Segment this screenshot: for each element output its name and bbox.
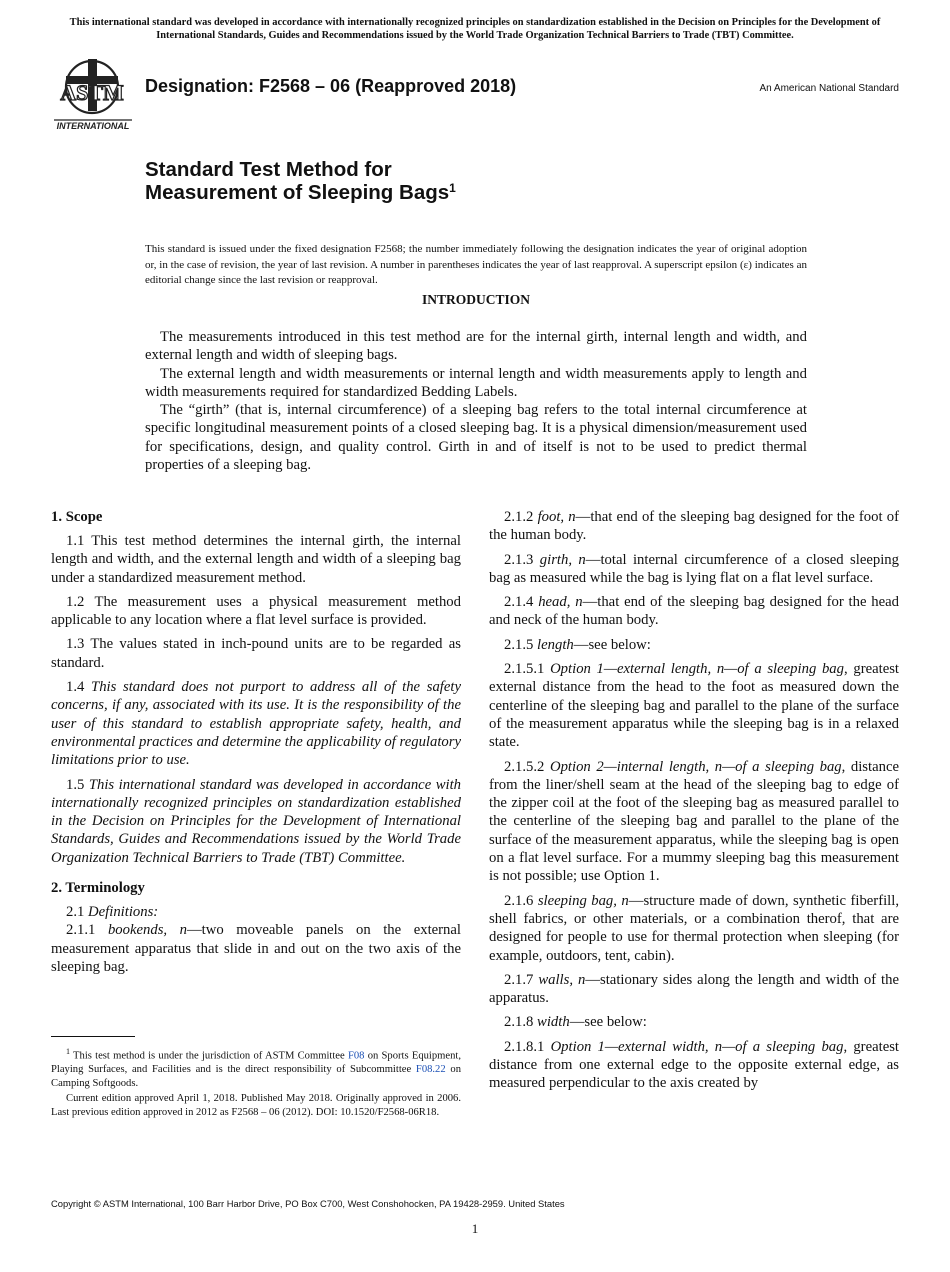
- issued-note: This standard is issued under the fixed designation F2568; the number immediately following the designation indicates the year of original adoption or, in the case of revision, the year of last revision. A number in parentheses indicates the year of last reapproval. A superscript epsilon (ε) indicates an editorial change since the last revision or reapproval.: [145, 243, 807, 286]
- logo-subtext: INTERNATIONAL: [56, 121, 130, 131]
- document-title: [145, 158, 456, 204]
- definition: , distance from the liner/shell seam at the head of the sleeping bag to edge of the zipper coil at the foot of the sleeping bag as measured parallel to the centerline of the sleeping bag and parallel to the plane of the surface of the measurement apparatus, while the sleeping bag is open on a flat level surface. For a mummy sleeping bag this measurement is not possible; use Option 1.: [489, 758, 900, 885]
- section-2-1-1: [51, 921, 461, 976]
- definition: —total internal circumference of a closed sleeping bag as measured while the bag is lying flat on a flat level surface.: [489, 551, 899, 586]
- title-line-2-text: Measurement of Sleeping Bags: [145, 181, 450, 204]
- section-number: 2.1.5.1: [504, 661, 551, 678]
- definition: , greatest external distance from the head to the foot as measured down the centerline of the sleeping bag and parallel to the plane of the surface of the measurement apparatus while the sleeping bag is in a relaxed state.: [489, 661, 900, 751]
- footnote-text: on Sports Equipment, Playing Surfaces, and Facilities and is the direct responsibility of Subcommittee: [51, 1050, 461, 1076]
- definition: —see below:: [569, 1014, 647, 1031]
- title-footnote-mark: 1: [449, 181, 456, 195]
- section-number: 2.1.4: [504, 594, 539, 611]
- section-2-1-2: [489, 508, 899, 545]
- definition: —two moveable panels on the external measurement apparatus that slide in and out on the two axis of the sleeping bag.: [51, 922, 462, 975]
- section-1-2: 1.2 The measurement uses a physical measurement method applicable to any location where a flat level surface is provided.: [51, 593, 461, 629]
- logo-wordmark: ASTM: [60, 80, 124, 105]
- section-number: 2.1.5: [504, 636, 538, 653]
- section-2-1-4: [489, 593, 899, 630]
- section-text: This international standard was developed in accordance with internationally recognized principles on standardization established in the Decision on Principles for the Development of International Standards, Guides and Recommendations issued by the World Trade Organization Technical Barriers to Trade (TBT) Committee.: [51, 776, 461, 866]
- section-number: 1.5: [66, 776, 89, 793]
- introduction-body: [145, 328, 807, 474]
- section-2-1-5-2: [489, 758, 899, 886]
- section-number: 2.1.8: [504, 1014, 538, 1031]
- section-2-1-6: [489, 892, 899, 965]
- footnote-1: [51, 1045, 461, 1090]
- term: foot, n: [537, 509, 576, 525]
- section-1-4: [51, 678, 461, 769]
- subcommittee-f08-22-link[interactable]: F08.22: [415, 1064, 446, 1076]
- left-column: [51, 508, 461, 982]
- section-number: 2.1.2: [504, 509, 538, 525]
- section-number: 2.1.3: [504, 551, 540, 568]
- term: sleeping bag, n: [537, 892, 629, 909]
- scope-heading: 1. Scope: [51, 509, 103, 525]
- definition: —that end of the sleeping bag designed for the head and neck of the human body.: [489, 594, 900, 629]
- intro-paragraph: The measurements introduced in this test method are for the internal girth, internal length and width, and external length and width of sleeping bags.: [145, 329, 807, 364]
- page-number: 1: [471, 1221, 479, 1236]
- footnotes: [51, 1045, 461, 1121]
- section-number: 2.1.6: [504, 892, 538, 909]
- footnote-text: on Camping Softgoods.: [51, 1064, 461, 1089]
- section-1-1: 1.1 This test method determines the internal girth, the internal length and width, and the external length and width of a sleeping bag under a standardized measurement method.: [51, 533, 461, 586]
- section-2-1: [51, 903, 461, 921]
- section-1-3: 1.3 The values stated in inch-pound units are to be regarded as standard.: [51, 636, 461, 671]
- section-number: 2.1.7: [504, 971, 539, 988]
- intro-paragraph: The external length and width measurements or internal length and width measurements apply to length and width measurements required for standardized Bedding Labels.: [145, 365, 807, 400]
- title-line-1: Standard Test Method for: [145, 158, 392, 181]
- term: width: [537, 1014, 570, 1031]
- term: Definitions:: [88, 904, 159, 921]
- section-2-1-7: [489, 971, 899, 1008]
- section-number: 2.1.1: [66, 922, 108, 939]
- section-2-1-8: [489, 1013, 899, 1031]
- section-2-1-5-1: [489, 660, 899, 751]
- definition: —see below:: [573, 636, 651, 653]
- designation: Designation: F2568 – 06 (Reapproved 2018): [145, 76, 517, 96]
- term: girth, n: [539, 551, 586, 568]
- definition: , greatest distance from one external edge to the opposite external edge, as measured perpendicular to the axis created by: [489, 1038, 900, 1092]
- section-2-1-3: [489, 551, 899, 588]
- term: walls, n: [538, 971, 586, 988]
- section-2-1-8-1: [489, 1038, 899, 1093]
- term: length: [537, 636, 574, 653]
- section-number: 2.1.8.1: [504, 1038, 551, 1055]
- term: Option 1—external length, n—of a sleeping bag: [550, 661, 844, 678]
- term: bookends, n: [107, 922, 187, 939]
- footnote-mark: 1: [66, 1047, 70, 1056]
- footnote-divider: [51, 1036, 135, 1037]
- intro-paragraph: The “girth” (that is, internal circumference) of a sleeping bag refers to the total internal circumference at specific longitudinal measurement points of a closed sleeping bag. It is a physical dimension/measurement used for specifications, design, and quality control. Girth in and of itself is not to be used to predict thermal properties of a sleeping bag.: [145, 402, 807, 474]
- right-column: [489, 508, 899, 1099]
- astm-logo: [52, 56, 134, 134]
- section-number: 2.1: [66, 904, 89, 921]
- wto-notice: This international standard was developed in accordance with internationally recognized principles on standardization established in the Decision on Principles for the Development of International Standards, Guides and Recommendations issued by the World Trade Organization Technical Barriers to Trade (TBT) Committee.: [69, 17, 881, 41]
- section-number: 1.4: [66, 679, 92, 696]
- footnote-text: This test method is under the jurisdiction of ASTM Committee: [70, 1050, 348, 1062]
- terminology-heading: 2. Terminology: [51, 880, 145, 897]
- definition: —stationary sides along the length and width of the apparatus.: [489, 971, 899, 1007]
- section-1-5: [51, 776, 461, 867]
- section-text: This standard does not purport to address all of the safety concerns, if any, associated with its use. It is the responsibility of the user of this standard to establish appropriate safety, health, and environmental practices and determine the applicability of regulatory limitations prior to use.: [51, 679, 462, 769]
- copyright-footer: Copyright © ASTM International, 100 Barr Harbor Drive, PO Box C700, West Conshohocken, PA 19428-2959. United States: [51, 1198, 565, 1209]
- term: Option 1—external width, n—of a sleeping bag: [550, 1038, 844, 1055]
- national-standard-label: An American National Standard: [759, 83, 899, 94]
- edition-note: Current edition approved April 1, 2018. Published May 2018. Originally approved in 2006. Last previous edition approved in 2012 as F2568 – 06 (2012). DOI: 10.1520/F2568-06R18.: [51, 1093, 461, 1118]
- title-line-2: [145, 181, 456, 204]
- section-number: 2.1.5.2: [504, 758, 550, 775]
- term: head, n: [538, 594, 583, 611]
- section-2-1-5: [489, 636, 899, 654]
- definition: —that end of the sleeping bag designed for the foot of the human body.: [489, 509, 899, 544]
- definition: —structure made of down, synthetic fiberfill, shell fabrics, or other materials, or a combination therof, that are designed for people to use for thermal protection when sleeping (for example, outdoors, tent, cabin).: [489, 892, 900, 964]
- introduction-heading: INTRODUCTION: [421, 292, 530, 307]
- term: Option 2—internal length, n—of a sleeping bag: [549, 758, 842, 775]
- committee-f08-link[interactable]: F08: [347, 1050, 365, 1062]
